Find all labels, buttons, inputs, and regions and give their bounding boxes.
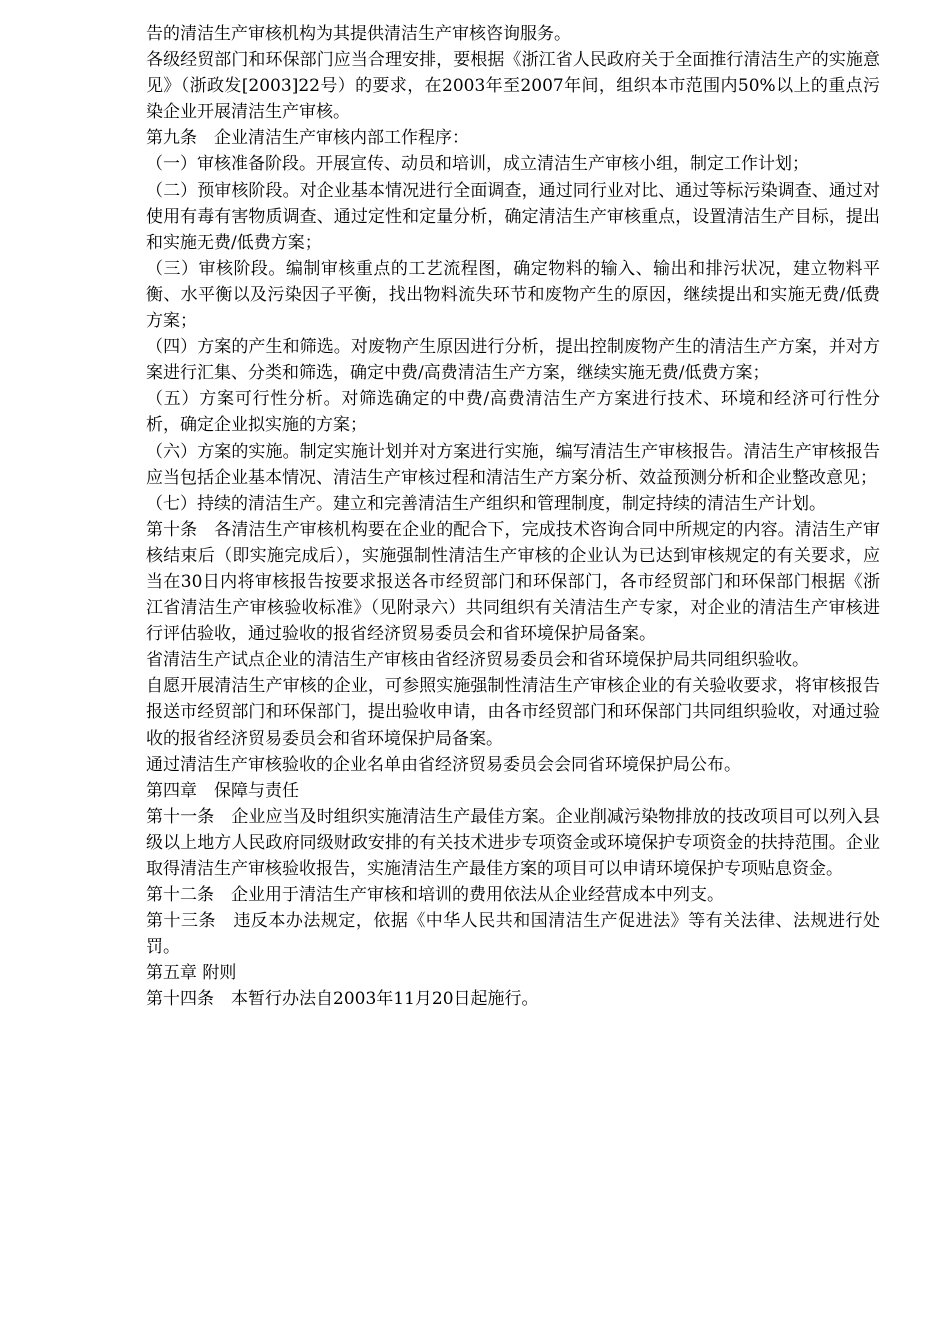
article-10: 第十条 各清洁生产审核机构要在企业的配合下，完成技术咨询合同中所规定的内容。清洁生产审核结束后（即实施完成后），实施强制性清洁生产审核的企业认为已达到审核规定的有关要求，应当在30日内将审核报告按要求报送各市经贸部门和环保部门，各市经贸部门和环保部门根据《浙江省清洁生产审核验收标准》（见附录六）共同组织有关清洁生产专家，对企业的清洁生产审核进行评估验收，通过验收的报省经济贸易委员会和省环境保护局备案。 bbox=[146, 519, 880, 645]
document-body bbox=[146, 21, 880, 1013]
procedure-step-7: （七）持续的清洁生产。建立和完善清洁生产组织和管理制度，制定持续的清洁生产计划。 bbox=[146, 493, 826, 514]
paragraph-publication: 通过清洁生产审核验收的企业名单由省经济贸易委员会会同省环境保护局公布。 bbox=[146, 754, 741, 775]
article-12: 第十二条 企业用于清洁生产审核和培训的费用依法从企业经营成本中列支。 bbox=[146, 885, 724, 906]
article-14: 第十四条 本暂行办法自2003年11月20日起施行。 bbox=[146, 989, 539, 1010]
procedure-step-6: （六）方案的实施。制定实施计划并对方案进行实施，编写清洁生产审核报告。清洁生产审核报告应当包括企业基本情况、清洁生产审核过程和清洁生产方案分析、效益预测分析和企业整改意见； bbox=[146, 441, 880, 488]
paragraph-arrangement: 各级经贸部门和环保部门应当合理安排，要根据《浙江省人民政府关于全面推行清洁生产的实施意见》（浙政发[2003]22号）的要求，在2003年至2007年间，组织本市范围内50%以上的重点污染企业开展清洁生产审核。 bbox=[146, 50, 880, 123]
procedure-step-3: （三）审核阶段。编制审核重点的工艺流程图，确定物料的输入、输出和排污状况，建立物料平衡、水平衡以及污染因子平衡，找出物料流失环节和废物产生的原因，继续提出和实施无费/低费方案； bbox=[146, 258, 880, 332]
chapter-5-heading: 第五章 附则 bbox=[146, 963, 237, 984]
procedure-step-4: （四）方案的产生和筛选。对废物产生原因进行分析，提出控制废物产生的清洁生产方案，并对方案进行汇集、分类和筛选，确定中费/高费清洁生产方案，继续实施无费/低费方案； bbox=[146, 337, 880, 384]
paragraph-voluntary-audit: 自愿开展清洁生产审核的企业，可参照实施强制性清洁生产审核企业的有关验收要求，将审核报告报送市经贸部门和环保部门，提出验收申请，由各市经贸部门和环保部门共同组织验收，对通过验收的报省经济贸易委员会和省环境保护局备案。 bbox=[146, 676, 880, 749]
paragraph-continuation: 告的清洁生产审核机构为其提供清洁生产审核咨询服务。 bbox=[146, 24, 571, 44]
procedure-step-2: （二）预审核阶段。对企业基本情况进行全面调查，通过同行业对比、通过等标污染调查、通过对使用有毒有害物质调查、通过定性和定量分析，确定清洁生产审核重点，设置清洁生产目标，提出和实施无费/低费方案； bbox=[146, 180, 880, 253]
chapter-4-heading: 第四章 保障与责任 bbox=[146, 780, 299, 801]
procedure-step-5: （五）方案可行性分析。对筛选确定的中费/高费清洁生产方案进行技术、环境和经济可行性分析，确定企业拟实施的方案； bbox=[146, 389, 880, 436]
paragraph-pilot-enterprises: 省清洁生产试点企业的清洁生产审核由省经济贸易委员会和省环境保护局共同组织验收。 bbox=[146, 650, 809, 671]
article-13: 第十三条 违反本办法规定，依据《中华人民共和国清洁生产促进法》等有关法律、法规进行处罚。 bbox=[146, 911, 880, 958]
procedure-step-1: （一）审核准备阶段。开展宣传、动员和培训，成立清洁生产审核小组，制定工作计划； bbox=[146, 154, 809, 175]
article-11: 第十一条 企业应当及时组织实施清洁生产最佳方案。企业削减污染物排放的技改项目可以列入县级以上地方人民政府同级财政安排的有关技术进步专项资金或环境保护专项资金的扶持范围。企业取得清洁生产审核验收报告，实施清洁生产最佳方案的项目可以申请环境保护专项贴息资金。 bbox=[146, 806, 880, 879]
article-9-heading: 第九条 企业清洁生产审核内部工作程序： bbox=[146, 128, 469, 149]
